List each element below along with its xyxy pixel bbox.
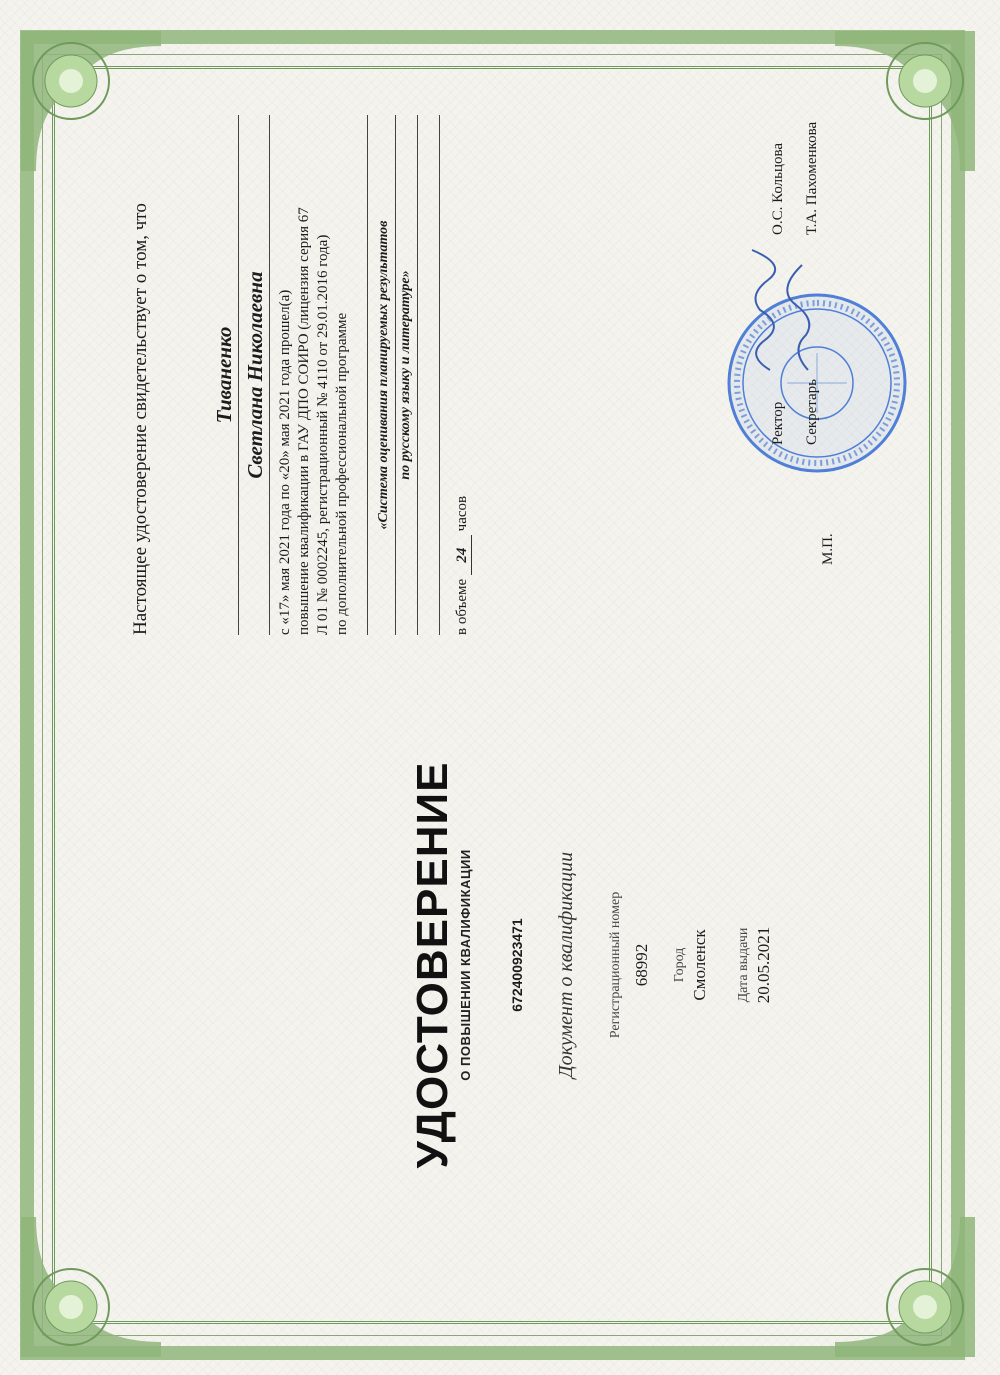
text-line: по дополнительной профессиональной программе [334,312,350,635]
certifies-text: Настоящее удостоверение свидетельствует о том, что [130,203,151,635]
secretary-signature-icon [780,245,820,375]
training-period-text [276,115,352,635]
certificate-body [120,115,472,635]
city-label: Город [672,947,687,983]
issue-date-label: Дата выдачи [736,927,751,1003]
certificate-subtitle: О ПОВЫШЕНИИ КВАЛИФИКАЦИИ [458,849,473,1081]
city-value: Смоленск [690,929,709,1001]
underline [237,115,239,635]
holder-name: Светлана Николаевна [243,271,267,479]
underline [366,115,368,635]
program-title-line1: «Система оценивания планируемых результатов [376,220,391,530]
stamp-place-label: М.П. [820,533,836,565]
hours-suffix: часов [454,495,470,532]
certificate-left-panel [410,755,774,1175]
holder-surname: Тиваненко [212,326,236,424]
underline [416,115,418,635]
secretary-name: Т.А. Пахоменкова [804,121,820,235]
certificate-title: УДОСТОВЕРЕНИЕ [408,761,457,1169]
program-title-line2: по русскому языку и литературе» [398,270,413,480]
hours-prefix: в объеме [454,578,470,635]
reg-number-label: Регистрационный номер [608,891,623,1039]
document-type: Документ о квалификации [555,851,577,1079]
reg-number-value: 68992 [632,943,651,987]
rector-title: Ректор [770,401,786,445]
certificate-number: 672400923471 [509,918,525,1012]
underline [438,115,440,635]
text-line: с «17» мая 2021 года по «20» мая 2021 года прошел(а) [277,289,293,635]
rector-signature-icon [740,245,780,375]
secretary-title: Секретарь [804,378,820,445]
hours-value: 24 [454,535,472,575]
rector-name: О.С. Кольцова [770,142,786,235]
underline [268,115,270,635]
text-line: Л 01 № 0002245, регистрационный № 4110 от 29.01.2016 года) [315,234,331,635]
hours-line [454,115,472,635]
issue-date-value: 20.05.2021 [754,926,773,1004]
text-line: повышение квалификации в ГАУ ДПО СОИРО (лицензия серия 67 [296,207,312,635]
